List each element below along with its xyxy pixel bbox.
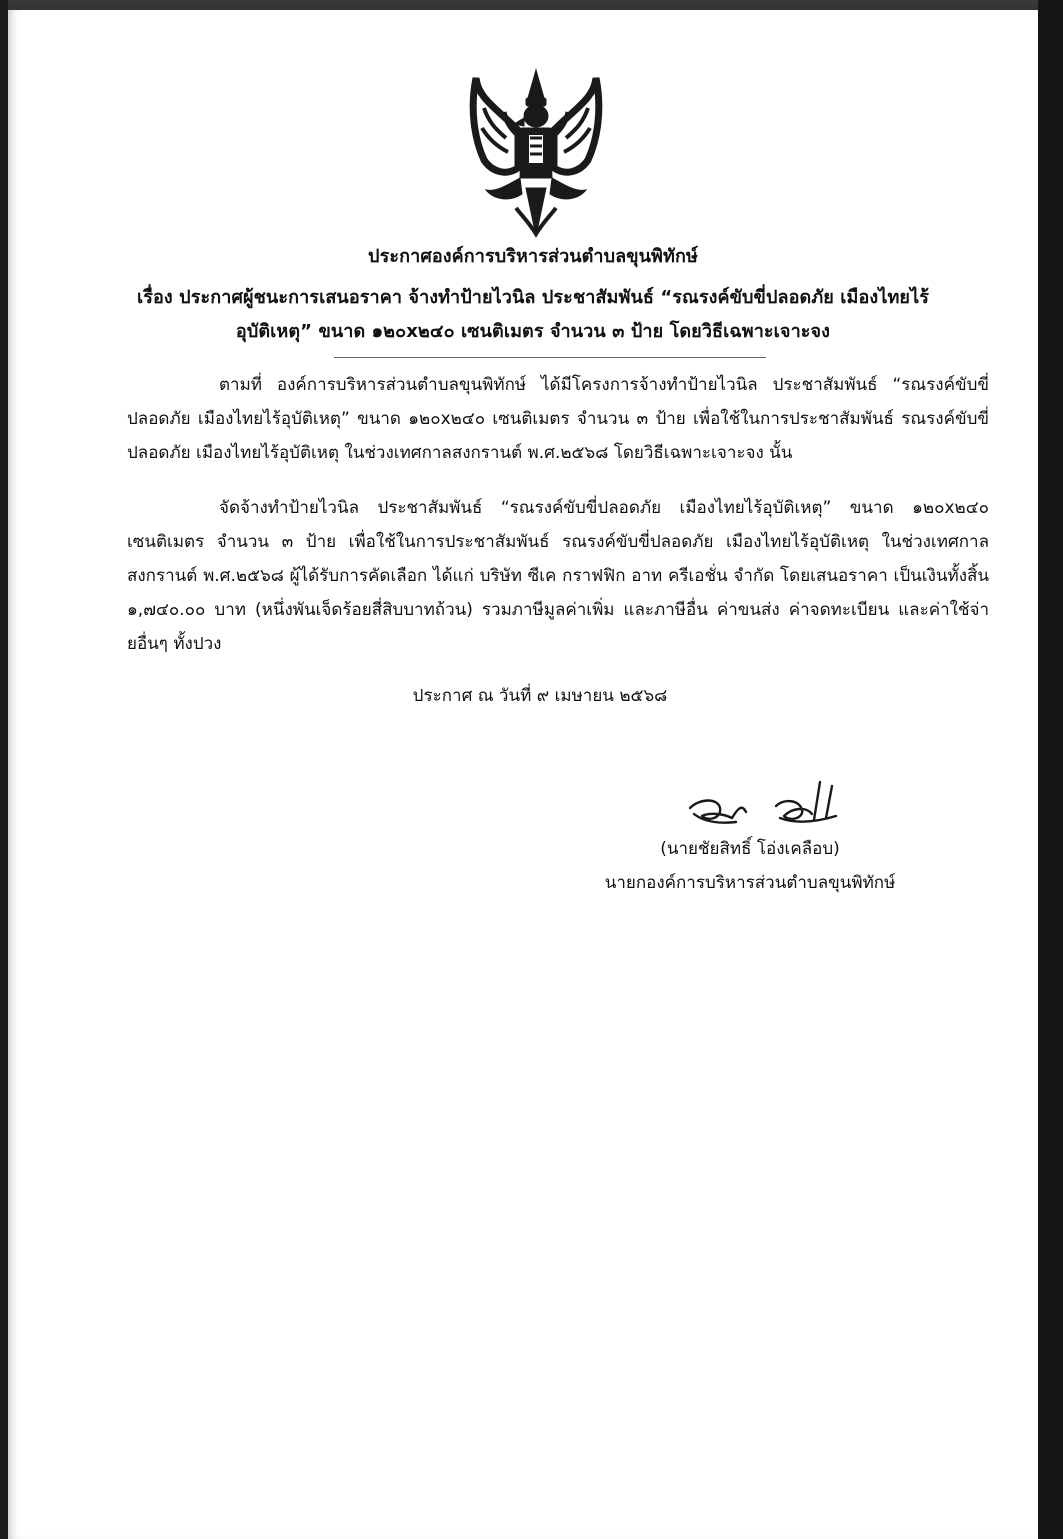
announcement-date: ประกาศ ณ วันที่ ๙ เมษายน ๒๕๖๘ — [412, 686, 668, 706]
subject-line-2: อุบัติเหตุ” ขนาด ๑๒๐x๒๔๐ เซนติเมตร จำนวน ๓ ป้าย โดยวิธีเฉพาะเจาะจง — [235, 321, 831, 342]
divider — [334, 357, 766, 358]
paragraph-award: จัดจ้างทำป้ายไวนิล ประชาสัมพันธ์ “รณรงค์ขับขี่ปลอดภัย เมืองไทยไร้อุบัติเหตุ” ขนาด ๑๒๐x๒๔๐ เซนติเมตร จำนวน ๓ ป้าย เพื่อใช้ในการประชาสัมพันธ์ รณรงค์ขับขี่ปลอดภัย เมืองไทยไร้อุบัติเหตุ ในช่วงเทศกาลสงกรานต์ พ.ศ.๒๕๖๘ ผู้ได้รับการคัดเลือก ได้แก่ บริษัท ซีเค กราฟฟิก อาท ครีเอชั่น จำกัด โดยเสนอราคา เป็นเงินทั้งสิ้น ๑,๗๔๐.๐๐ บาท (หนึ่งพันเจ็ดร้อยสี่สิบบาทถ้วน) รวมภาษีมูลค่าเพิ่ม และภาษีอื่น ค่าขนส่ง ค่าจดทะเบียน และค่าใช้จ่ายอื่นๆ ทั้งปวง — [127, 498, 989, 654]
left-edge — [0, 0, 8, 1539]
signatory-name: (นายชัยสิทธิ์ โอ่งเคลือบ) — [660, 839, 840, 859]
garuda-emblem-icon — [466, 68, 606, 240]
signatory-position: นายกองค์การบริหารส่วนตำบลขุนพิทักษ์ — [604, 873, 896, 893]
handwritten-signature — [680, 778, 850, 838]
announcement-title: ประกาศองค์การบริหารส่วนตำบลขุนพิทักษ์ — [368, 246, 698, 267]
paragraph-background: ตามที่ องค์การบริหารส่วนตำบลขุนพิทักษ์ ได้มีโครงการจ้างทำป้ายไวนิล ประชาสัมพันธ์ “รณรงค์ขับขี่ปลอดภัย เมืองไทยไร้อุบัติเหตุ” ขนาด ๑๒๐x๒๔๐ เซนติเมตร จำนวน ๓ ป้าย เพื่อใช้ในการประชาสัมพันธ์ รณรงค์ขับขี่ปลอดภัย เมืองไทยไร้อุบัติเหตุ ในช่วงเทศกาลสงกรานต์ พ.ศ.๒๕๖๘ โดยวิธีเฉพาะเจาะจง นั้น — [127, 375, 989, 463]
signatory-block — [560, 832, 940, 900]
subject-line-1: เรื่อง ประกาศผู้ชนะการเสนอราคา จ้างทำป้ายไวนิล ประชาสัมพันธ์ “รณรงค์ขับขี่ปลอดภัย เมืองไทยไร้ — [136, 287, 930, 308]
right-edge — [1038, 0, 1063, 1539]
